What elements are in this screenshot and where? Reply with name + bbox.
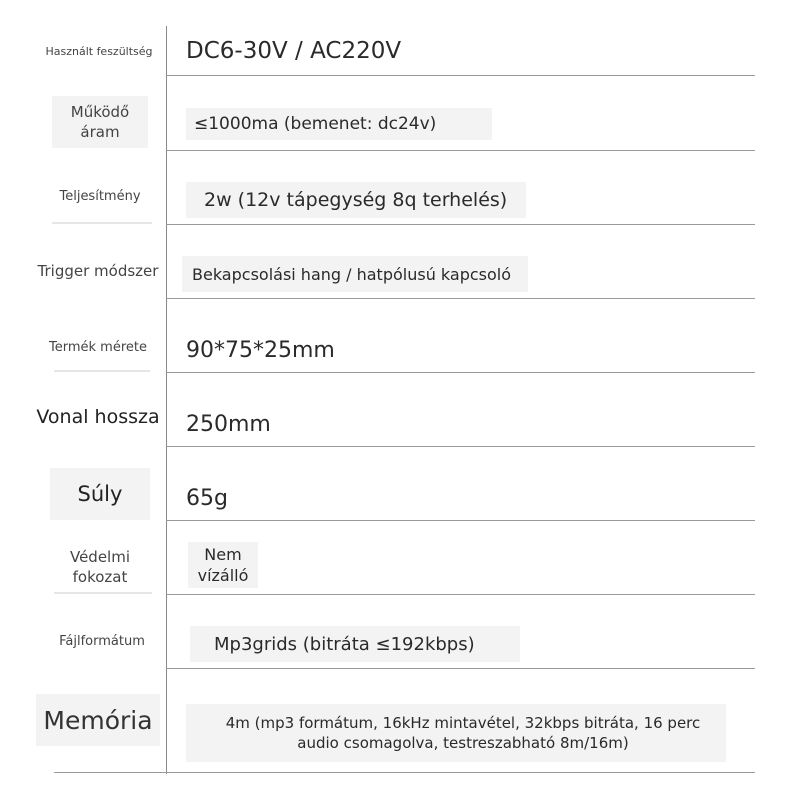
value-voltage-text: DC6-30V / AC220V — [186, 38, 402, 64]
value-weight — [186, 480, 306, 516]
value-cable — [186, 406, 386, 442]
label-weight-text: Súly — [77, 482, 123, 506]
label-underline — [52, 222, 152, 224]
value-trigger-text: Bekapcsolási hang / hatpólusú kapcsoló — [192, 264, 512, 284]
value-cable-text: 250mm — [186, 411, 271, 437]
label-trigger — [32, 254, 164, 288]
label-voltage — [38, 28, 160, 74]
value-trigger — [182, 256, 528, 292]
label-memory-text: Memória — [43, 705, 153, 735]
label-weight — [50, 468, 150, 520]
label-memory — [36, 694, 160, 746]
value-protection-text: Nem vízálló — [197, 545, 249, 585]
label-power-text: Teljesítmény — [59, 188, 141, 204]
value-current — [186, 108, 492, 140]
label-protection-text: Védelmi fokozat — [69, 548, 131, 586]
row-divider — [166, 446, 755, 447]
label-cable — [34, 400, 162, 434]
label-trigger-text: Trigger módszer — [37, 262, 159, 280]
value-voltage — [186, 28, 746, 74]
label-current — [52, 96, 148, 148]
row-divider — [54, 772, 755, 773]
row-divider — [166, 75, 755, 76]
value-format — [190, 626, 520, 662]
label-underline — [54, 370, 150, 372]
label-protection — [52, 546, 148, 588]
row-divider — [166, 668, 755, 669]
value-weight-text: 65g — [186, 485, 228, 511]
value-protection — [188, 542, 258, 588]
label-format-text: Fájlformátum — [59, 633, 145, 649]
value-size-text: 90*75*25mm — [186, 337, 335, 363]
label-underline — [54, 592, 152, 594]
label-current-text: Működő áram — [70, 103, 130, 141]
value-memory-text: 4m (mp3 formátum, 16kHz mintavétel, 32kbps bitráta, 16 perc audio csomagolva, testreszabható 8m/16m) — [225, 714, 701, 752]
column-divider — [166, 26, 167, 774]
label-format — [46, 626, 158, 656]
label-size — [46, 332, 150, 362]
label-cable-text: Vonal hossza — [36, 406, 160, 428]
value-power-text: 2w (12v tápegység 8q terhelés) — [204, 189, 508, 211]
value-memory — [186, 704, 726, 762]
value-size — [186, 332, 486, 368]
label-voltage-text: Használt feszültség — [45, 44, 153, 58]
row-divider — [166, 150, 755, 151]
value-format-text: Mp3grids (bitráta ≤192kbps) — [214, 633, 475, 655]
row-divider — [166, 298, 755, 299]
label-power — [52, 178, 148, 214]
value-power — [186, 182, 526, 218]
row-divider — [166, 372, 755, 373]
row-divider — [166, 594, 755, 595]
value-current-text: ≤1000ma (bemenet: dc24v) — [194, 114, 437, 134]
row-divider — [166, 224, 755, 225]
row-divider — [166, 520, 755, 521]
label-size-text: Termék mérete — [49, 339, 147, 355]
